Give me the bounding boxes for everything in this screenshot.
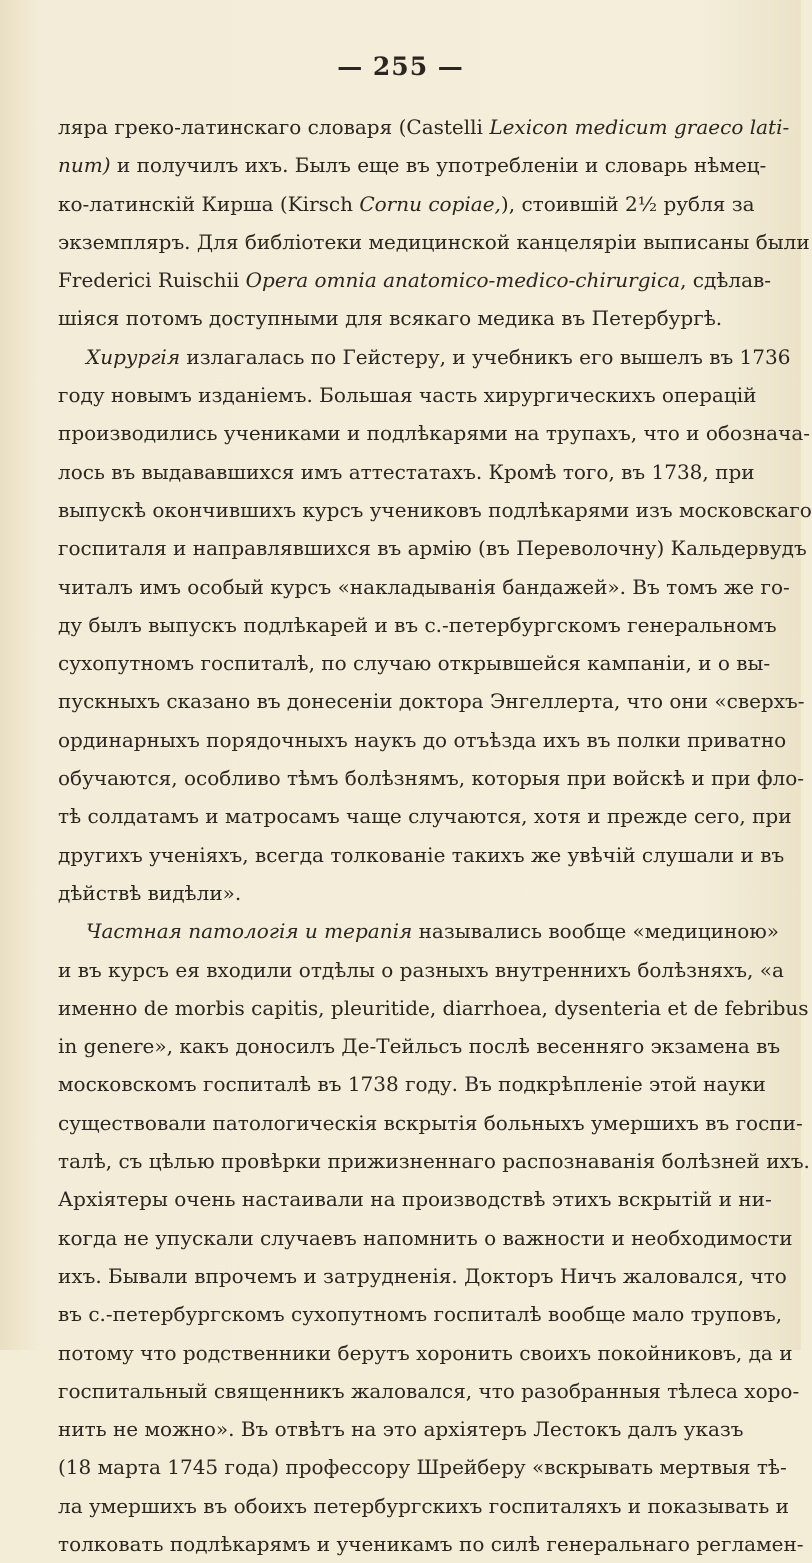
text-line	[58, 223, 810, 261]
text-run: экземпляръ. Для библіотеки медицинской канцеляріи выписаны были	[58, 229, 810, 254]
text-run: лось въ выдававшихся имъ аттестатахъ. Кромѣ того, въ 1738, при	[58, 459, 755, 484]
text-line	[58, 146, 767, 184]
text-line	[58, 1065, 766, 1103]
text-run: и получилъ ихъ. Былъ еще въ употребленіи и словарь нѣмец-	[110, 153, 767, 178]
text-run: существовали патологическія вскрытія больныхъ умершихъ въ госпи-	[58, 1110, 803, 1135]
text-line	[58, 185, 755, 223]
text-line	[58, 1180, 772, 1218]
body-text	[58, 108, 812, 1563]
text-line	[58, 261, 772, 299]
text-line	[58, 1295, 783, 1333]
text-line	[58, 606, 777, 644]
text-run: производились учениками и подлѣкарями на трупахъ, что и обознача-	[58, 421, 811, 446]
text-line	[58, 568, 790, 606]
text-run: шіяся потомъ доступными для всякаго медика въ Петербургѣ.	[58, 306, 723, 331]
text-line	[58, 338, 791, 376]
text-run: пускныхъ сказано въ донесеніи доктора Энгеллерта, что они «сверхъ-	[58, 689, 805, 714]
italic-text: Lexicon medicum graeco lati-	[489, 115, 790, 139]
text-line	[58, 491, 812, 529]
text-line	[58, 951, 784, 989]
text-run: Архіятеры очень настаивали на производствѣ этихъ вскрытій и ни-	[58, 1187, 772, 1212]
text-line	[58, 874, 710, 912]
italic-text: Частная патологія и терапія	[86, 919, 413, 944]
text-run: дѣйствѣ видѣли».	[58, 880, 242, 905]
text-line	[58, 912, 779, 950]
text-run: году новымъ изданіемъ. Большая часть хирургическихъ операцій	[58, 383, 757, 408]
text-run: излагалась по Гейстеру, и учебникъ его вышелъ въ 1736	[180, 344, 791, 369]
text-line	[58, 1448, 787, 1486]
text-run: потому что родственники берутъ хоронить своихъ покойниковъ, да и	[58, 1340, 793, 1365]
text-run: ла умершихъ въ обоихъ петербургскихъ госпиталяхъ и показывать и	[58, 1493, 789, 1518]
text-run: въ с.-петербургскомъ сухопутномъ госпиталѣ вообще мало труповъ,	[58, 1302, 783, 1327]
text-line	[58, 1257, 787, 1295]
text-run: госпиталя и направлявшихся въ армію (въ Переволочну) Кальдервудъ	[58, 536, 807, 561]
text-line	[58, 1027, 781, 1065]
italic-text: Cornu copiae,	[359, 191, 501, 216]
text-run: когда не упускали случаевъ напомнить о важности и необходимости	[58, 1225, 793, 1250]
text-run: in genere», какъ доносилъ Де-Тейльсъ послѣ весенняго экзамена въ	[58, 1034, 781, 1059]
text-line	[58, 529, 807, 567]
italic-text: Хирургія	[86, 344, 181, 369]
text-line	[58, 414, 811, 452]
text-line	[58, 1219, 793, 1257]
text-line	[58, 1372, 800, 1410]
text-line	[58, 299, 723, 337]
text-line	[58, 797, 792, 835]
text-run: ), стоившій 2½ рубля за	[500, 191, 755, 216]
text-line	[58, 1487, 789, 1525]
text-run: сухопутномъ госпиталѣ, по случаю открывшейся кампаніи, и о вы-	[58, 651, 771, 676]
text-run: ординарныхъ порядочныхъ наукъ до отъѣзда ихъ въ полки приватно	[58, 727, 787, 752]
text-line	[58, 1410, 744, 1448]
italic-text: Opera omnia anatomico-medico-chirurgica	[245, 268, 681, 293]
text-line	[58, 644, 771, 682]
text-line	[58, 453, 755, 491]
text-run: читалъ имъ особый курсъ «накладыванія бандажей». Въ томъ же го-	[58, 574, 790, 599]
text-run: обучаются, особливо тѣмъ болѣзнямъ, которыя при войскѣ и при фло-	[58, 766, 805, 791]
text-run: госпитальный священникъ жаловался, что разобранныя тѣлеса хоро-	[58, 1378, 800, 1403]
text-run: Frederici Ruischii	[58, 268, 246, 293]
text-line	[58, 376, 757, 414]
text-run: ко-латинскій Кирша (Kirsch	[58, 191, 360, 216]
text-run: нить не можно». Въ отвѣтъ на это архіятеръ Лестокъ далъ указъ	[58, 1417, 744, 1442]
text-run: выпускѣ окончившихъ курсъ учениковъ подлѣкарями изъ московскаго	[58, 497, 812, 522]
text-run: тѣ солдатамъ и матросамъ чаще случаются, хотя и прежде сего, при	[58, 804, 792, 829]
text-run: другихъ ученіяхъ, всегда толкованіе такихъ же увѣчій слушали и въ	[58, 842, 785, 867]
text-run: ляра греко-латинскаго словаря (Castelli	[58, 115, 490, 139]
text-line	[58, 1142, 810, 1180]
text-line	[58, 1104, 803, 1142]
text-run: назывались вообще «медициною»	[412, 919, 779, 944]
text-line	[58, 1525, 804, 1563]
text-run: толковать подлѣкарямъ и ученикамъ по силѣ генеральнаго регламен-	[58, 1531, 804, 1556]
text-line	[58, 108, 790, 146]
text-run: талѣ, съ цѣлью провѣрки прижизненнаго распознаванія болѣзней ихъ.	[58, 1149, 810, 1174]
text-line	[58, 721, 787, 759]
text-line	[58, 1334, 793, 1372]
text-run: и въ курсъ ея входили отдѣлы о разныхъ внутреннихъ болѣзняхъ, «а	[58, 957, 784, 982]
text-line	[58, 989, 809, 1027]
text-line	[58, 836, 785, 874]
text-run: , сдѣлав-	[680, 268, 772, 293]
text-line	[58, 759, 805, 797]
italic-text: num)	[58, 153, 111, 178]
text-line	[58, 682, 805, 720]
page-number: — 255 —	[337, 52, 464, 81]
text-run: московскомъ госпиталѣ въ 1738 году. Въ подкрѣпленіе этой науки	[58, 1072, 766, 1097]
text-run: ихъ. Бывали впрочемъ и затрудненія. Докторъ Ничъ жаловался, что	[58, 1263, 787, 1288]
text-run: именно de morbis capitis, pleuritide, diarrhoea, dysenteria et de febribus	[58, 995, 809, 1020]
text-run: (18 марта 1745 года) профессору Шрейберу «вскрывать мертвыя тѣ-	[58, 1455, 787, 1480]
text-run: ду былъ выпускъ подлѣкарей и въ с.-петербургскомъ генеральномъ	[58, 612, 777, 637]
